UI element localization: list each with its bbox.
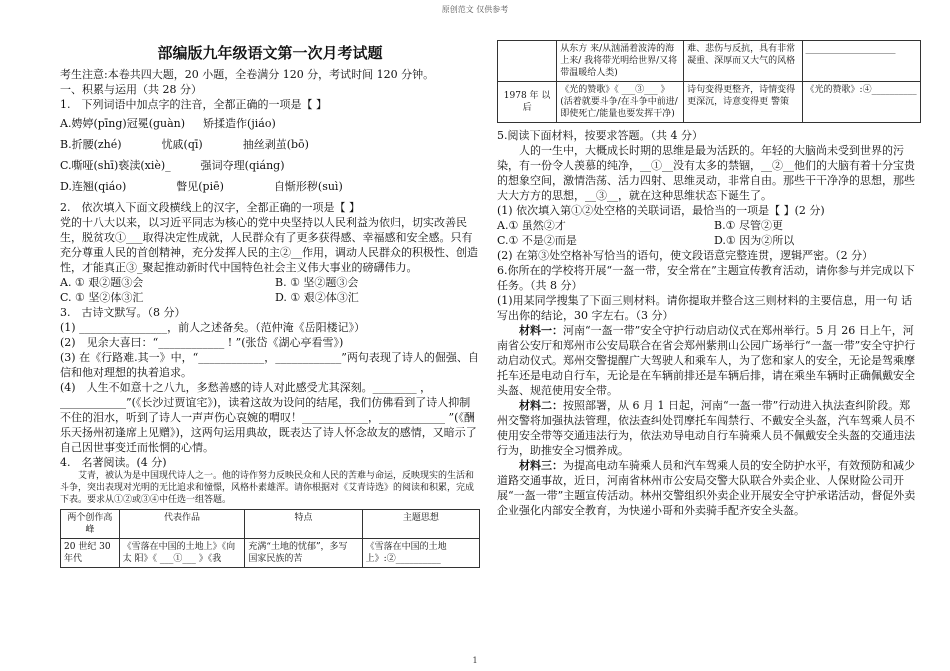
table-row (498, 41, 921, 82)
q1-option-d (60, 179, 480, 194)
q2-options (60, 275, 480, 305)
question-4: 4. 名著阅读。(4 分) (60, 456, 167, 469)
q1-option-d-part2: 瞥见(piē) (176, 180, 224, 193)
table-cell: 20 世纪 30 年代 (61, 539, 120, 568)
q1-option-b-part3: 抽丝剥茧(bō) (242, 138, 309, 151)
table-header: 特点 (245, 510, 362, 539)
table-header: 代表作品 (119, 510, 245, 539)
right-column (497, 40, 921, 518)
q3-item-2: (2) 见余大喜曰：“____________ ! ”(张岱《湖心亭看雪》) (60, 336, 344, 349)
q5-option-c: C.① 不是②而是 (497, 234, 577, 247)
table-cell: 从东方 来/从汹涌着波涛的海上来/ 我将带光明给世界/又将带温暖给人类) (557, 41, 684, 82)
q2-option-c: C. ① 坚②体③汇 (60, 291, 144, 304)
q1-option-c-part1: C.嘶哑(shī)亵渎(xiè)_ (60, 159, 171, 172)
poetry-table (60, 509, 480, 568)
q5-option-d: D.① 因为②所以 (714, 234, 795, 247)
poetry-table-continued (497, 40, 921, 123)
material-2-label: 材料二： (519, 399, 563, 412)
q5-option-b: B.① 尽管②更 (714, 219, 783, 232)
q1-option-c (60, 158, 480, 173)
q5-options (497, 218, 921, 248)
material-2-text: 按照部署，从 6 月 1 日起，河南“一盔一带”行动进入执法查纠阶段。郑州交警将加强执法管理，依法查纠处罚摩托车闯禁行、不戴安全头盔，汽车驾乘人员不使用安全带等交通违法行为，依法劝导电动自行车骑乘人员不佩戴安全头盔的交通违法行为，助推安全习惯养成。 (497, 399, 915, 457)
q2-option-b: B. ① 坚②题③会 (275, 276, 359, 289)
table-cell: 《光的赞歌》:④__________ (802, 82, 920, 123)
q3-item-3: (3) 在《行路难.其一》中，“____________，____________”两句表现了诗人的倔强、自信和他对理想的执着追求。 (60, 351, 479, 379)
table-cell: 充满“土地的忧郁”，多写 国家民族的苦 (245, 539, 362, 568)
material-3-label: 材料三： (519, 459, 563, 472)
q1-option-d-part1: D.连翘(qiáo) (60, 180, 127, 193)
table-cell: 1978 年 以后 (498, 82, 557, 123)
material-1 (497, 323, 921, 398)
table-header: 主题思想 (362, 510, 479, 539)
material-2 (497, 398, 921, 458)
table-cell: 难、悲伤与反抗，具有非常凝重、深厚而又大气的风格 (684, 41, 802, 82)
q1-option-b-part2: 忧戚(qī) (161, 138, 203, 151)
q2-option-d: D. ① 艰②体③汇 (275, 291, 359, 304)
section-1-heading: 一、积累与运用（共 28 分） (60, 83, 202, 96)
table-header: 两个创作高峰 (61, 510, 120, 539)
page-title: 部编版九年级语文第一次月考试题 (157, 44, 383, 62)
q5-sub-2: (2) 在第③处空格补写恰当的语句，使文段语意完整连贯，逻辑严密。（2 分） (497, 249, 874, 262)
q1-option-d-part3: 自惭形秽(suì) (273, 180, 343, 193)
material-1-label: 材料一： (519, 324, 563, 337)
watermark: 原创范文 仅供参考 (441, 5, 509, 14)
q1-option-b-part1: B.折腰(zhé) (60, 138, 122, 151)
left-column (60, 22, 480, 568)
material-3 (497, 458, 921, 518)
table-row (61, 539, 480, 568)
q4-passage: 艾青，被认为是中国现代诗人之一。他的诗作努力反映民众和人民的苦难与命运，反映现实的生活和斗争，突出表现对光明的无比追求和憧憬，风格朴素雄浑。请你根据对《艾青诗选》的阅读和积累，完成下表。要求从①②或③④中任选一组答题。 (60, 471, 475, 505)
q5-passage: 人的一生中，大概成长时期的思维是最为活跃的。年轻的大脑尚未受到世界的污染，有一份令人羡慕的纯净，__①__没有太多的禁锢，__②__他们的大脑有着十分宝贵的想象空间，激情浩荡、活力四射、思维灵动，非常自由。那些干干净净的思想，那些大大方方的思想，__③__，就在这种思维状态下诞生了。 (497, 144, 915, 202)
table-row (498, 82, 921, 123)
q3-item-4: (4) 人生不如意十之八九，多愁善感的诗人对此感受尤其深刻。________ ，____________”(《长沙过贾谊宅》)，读着这故为设问的结尾，我们仿佛看到了诗人抑制不住的泪水，听到了诗人一声声伤心哀婉的喟叹！____________，____________ ”(《酬乐天扬州初逢席上见赠》)，这两句运用典故，既表达了诗人怀念故友的感情，又暗示了自己因世事变迁而怅惘的心情。 (60, 381, 477, 454)
table-cell: 《光的赞歌》《 ___③___ 》(活着就要斗争/在斗争中前进/即使死亡/能量也要发挥干净) (557, 82, 684, 123)
table-cell: 诗句变得更整齐，诗情变得更深沉，诗意变得更 警策 (684, 82, 802, 123)
q1-option-b (60, 137, 480, 152)
table-cell: ____________________ (802, 41, 920, 82)
q1-option-a-part2: 矫揉造作(jiáo) (203, 117, 276, 130)
question-3: 3. 古诗文默写。（8 分） (60, 306, 186, 319)
q5-option-a: A.① 虽然②才 (497, 219, 566, 232)
q2-passage: 党的十八大以来，以习近平同志为核心的党中央坚持以人民利益为依归，切实改善民生，脱贫攻①___取得决定性成就，人民群众有了更多获得感、幸福感和安全感。只有充分尊重人民的首创精神，充分发挥人民的主②__作用，调动人民群众的积极性、创造性，才能真正③_聚起推动新时代中国特色社会主义伟大事业的磅礴伟力。 (60, 216, 478, 274)
table-cell: 《雪落在中国的土地上》:②__________ (362, 539, 479, 568)
q1-option-a (60, 116, 480, 131)
question-5: 5.阅读下面材料，按要求答题。（共 4 分） (497, 129, 703, 142)
q1-option-a-part1: A.娉婷(pīng)冠冕(guàn) (60, 117, 186, 130)
question-2: 2. 依次填入下面文段横线上的汉字，全都正确的一项是【 】 (60, 201, 360, 214)
q3-item-1: (1) ________________，前人之述备矣。（范仲淹《岳阳楼记》） (60, 321, 366, 334)
q1-option-c-part2: 强词夺理(qiáng) (200, 159, 285, 172)
q1-options (60, 116, 480, 194)
table-header-row (61, 510, 480, 539)
question-6: 6.你所在的学校将开展“一盔一带，安全常在”主题宣传教育活动，请你参与并完成以下 任务。（共 8 分） (497, 264, 915, 292)
q5-sub-1: (1) 依次填入第①②处空格的关联词语，最恰当的一项是【 】(2 分) (497, 204, 825, 217)
page-number: 1 (472, 656, 478, 665)
table-cell: 《雪落在中国的土地上》《向太 阳》《 ___①___ 》《我 (119, 539, 245, 568)
material-1-text: 河南“一盔一带”安全守护行动启动仪式在郑州举行。5 月 26 日上午，河南省公安厅和郑州市公安局联合在省会郑州紫荆山公园广场举行“一盔一带”安全守护行动启动仪式。郑州交警提醒广大驾驶人和乘车人，为了您和家人的安全，无论是驾乘摩托车还是电动自行车，无论是在车辆前排还是车辆后排，请在乘坐车辆时正确佩戴安全头盔、规范使用安全带。 (497, 324, 916, 397)
material-3-text: 为提高电动车骑乘人员和汽车驾乘人员的安全防护水平，有效预防和减少道路交通事故，近日，河南省林州市公安局交警大队联合外卖企业、人保财险公司开展“一盔一带”主题宣传活动。林州交警组织外卖企业开展安全守护承诺活动，督促外卖企业强化内部安全教育，为快递小哥和外卖骑手配齐安全头盔。 (497, 459, 916, 517)
q2-option-a: A. ① 艰②题③会 (60, 276, 144, 289)
table-cell-empty (498, 41, 557, 82)
question-1: 1. 下列词语中加点字的注音，全都正确的一项是【 】 (60, 98, 327, 111)
q6-sub-1: (1)用某同学搜集了下面三则材料。请你提取并整合这三则材料的主要信息，用一句 话写出你的结论，30 字左右。（3 分） (497, 294, 913, 322)
exam-notice: 考生注意:本卷共四大题，20 小题，全卷满分 120 分，考试时间 120 分钟。 (60, 68, 435, 81)
